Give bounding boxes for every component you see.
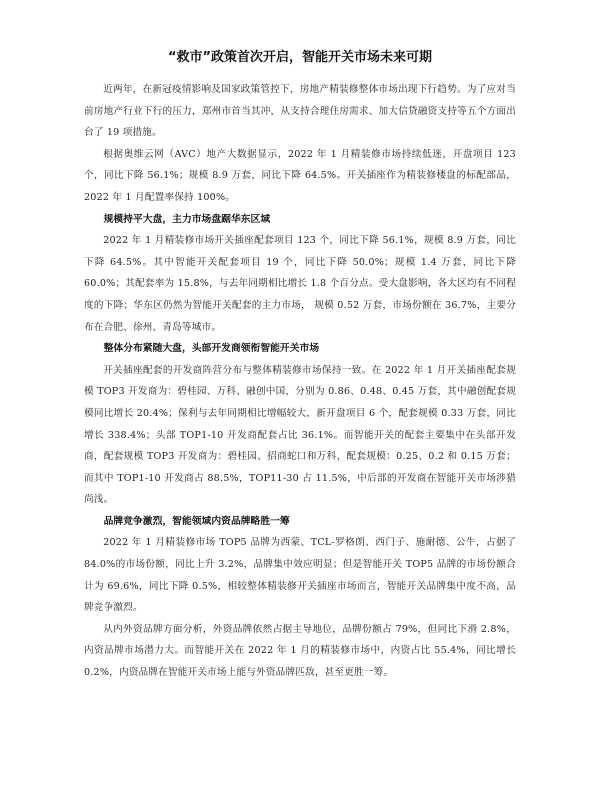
section-heading: 规模持平大盘，主力市场盘踞华东区域: [103, 213, 271, 225]
page-title: “救市”政策首次开启，智能开关市场未来可期: [167, 50, 433, 65]
section-heading: 整体分布紧随大盘，头部开发商领衔智能开关市场: [103, 343, 320, 355]
section-paragraph: 2022 年 1 月精装修市场 TOP5 品牌为西蒙、TCL-罗格朗、西门子、施耐德、公牛，占据了 84.0%的市场份额，同比上升 3.2%，品牌集中效应明显；但是智能开关 TOP5 品牌的市场份额合计为 69.6%，同比下降 0.5%，相较整体精装修开关插座市场而言，智能开关品牌集中度不高，品牌竞争激烈。: [84, 537, 516, 614]
section-heading: 品牌竞争激烈，智能领域内资品牌略胜一筹: [103, 515, 290, 527]
section-paragraph: 开关插座配套的开发商阵营分布与整体精装修市场保持一致。在 2022 年 1 月开关插座配套规模 TOP3 开发商为：碧桂园、万科、融创中国，分别为 0.86、0.48、0.45 万套，其中融创配套规模同比增长 20.4%；保利与去年同期相比增幅较大，新开盘项目 6 个，配套规模 0.33 万套，同比增长 338.4%；头部 TOP1-10 开发商配套占比 36.1%。而智能开关的配套主要集中在头部开发商，配套规模 TOP3 开发商为：碧桂园、招商蛇口和万科，配套规模：0.25、0.2 和 0.15 万套；而其中 TOP1-10 开发商占 88.5%，TOP11-30 占 11.5%，中后部的开发商在智能开关市场涉猎尚浅。: [84, 364, 516, 506]
intro-paragraph: 近两年，在新冠疫情影响及国家政策管控下，房地产精装修整体市场出现下行趋势。为了应对当前房地产行业下行的压力，郑州市首当其冲，从支持合理住房需求、加大信贷融资支持等五个方面出台了 19 项措施。: [84, 84, 516, 139]
intro-paragraph: 根据奥维云网（AVC）地产大数据显示，2022 年 1 月精装修市场持续低迷，开盘项目 123 个，同比下降 56.1%；规模 8.9 万套，同比下降 64.5%。开关插座作为精装修楼盘的标配部品，2022 年 1 月配置率保持 100%。: [84, 148, 516, 203]
section-paragraph: 从内外资品牌方面分析，外资品牌依然占据主导地位，品牌份额占 79%，但同比下滑 2.8%，内资品牌市场潜力大。而智能开关在 2022 年 1 月的精装修市场中，内资占比 55.4%，同比增长 0.2%，内资品牌在智能开关市场上能与外资品牌匹敌，甚至更胜一筹。: [84, 623, 516, 679]
section-paragraph: 2022 年 1 月精装修市场开关插座配套项目 123 个，同比下降 56.1%，规模 8.9 万套，同比下降 64.5%。其中智能开关配套项目 19 个，同比下降 50.0%；规模 1.4 万套，同比下降 60.0%；其配套率为 15.8%，与去年同期相比增长 1.8 个百分点。受大盘影响，各大区均有不同程度的下降；华东区仍然为智能开关配套的主力市场， 规模 0.52 万套，市场份额在 36.7%，主要分布在合肥、徐州、青岛等城市。: [84, 235, 516, 333]
